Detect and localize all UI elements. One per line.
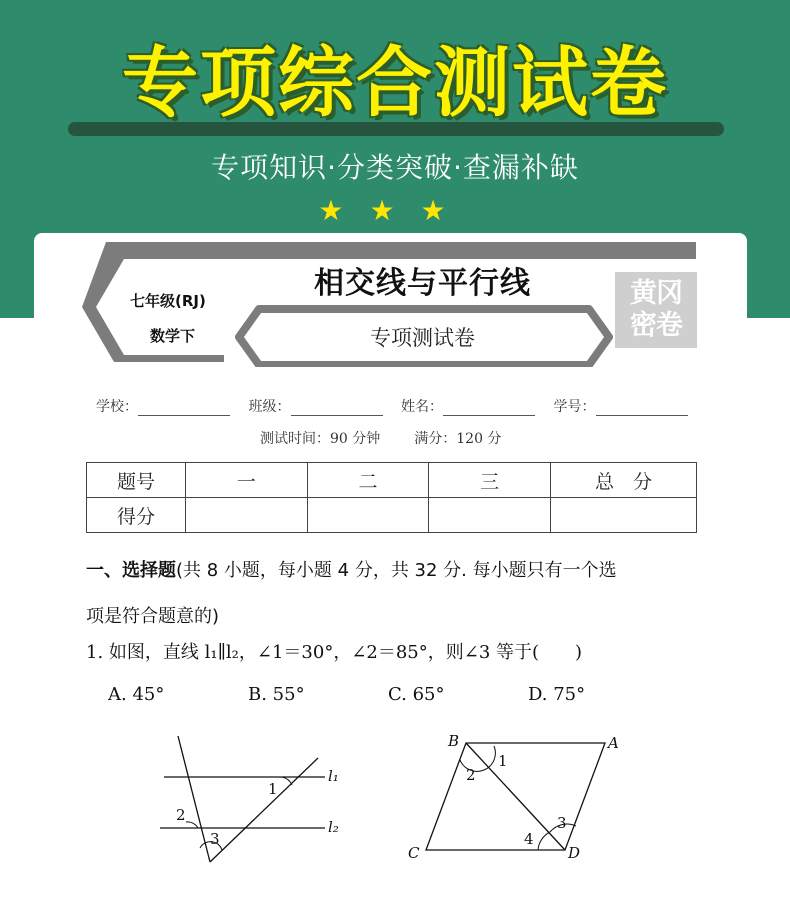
angle-2-label: 2 xyxy=(176,806,186,824)
document-title: 相交线与平行线 xyxy=(314,266,531,301)
angle-3-label: 3 xyxy=(557,814,567,832)
document-subtitle: 专项测试卷 xyxy=(370,326,475,350)
section-heading xyxy=(86,548,706,640)
vertex-c-label: C xyxy=(408,844,420,862)
table-cell: 二 xyxy=(307,463,429,498)
table-row xyxy=(87,498,697,533)
angle-4-label: 4 xyxy=(524,830,534,848)
banner-subtitle: 专项知识·分类突破·查漏补缺 xyxy=(211,151,579,184)
publisher-logo xyxy=(615,272,697,348)
subject-label: 数学下 xyxy=(150,327,196,345)
option-a[interactable]: A. 45° xyxy=(108,684,165,705)
section-desc-1: (共 8 小题，每小题 4 分，共 32 分. 每小题只有一个选 xyxy=(176,560,617,581)
full-score: 满分：120 分 xyxy=(414,431,502,447)
parallel-lines-figure xyxy=(150,728,370,868)
name-label: 姓名： xyxy=(401,399,443,415)
table-cell: 得分 xyxy=(87,498,186,533)
school-field[interactable] xyxy=(96,396,249,416)
class-label: 班级： xyxy=(248,399,291,415)
score-table xyxy=(86,462,697,533)
score-input-cell[interactable] xyxy=(307,498,429,533)
option-d[interactable]: D. 75° xyxy=(528,684,586,705)
logo-line2: 密卷 xyxy=(630,310,682,341)
vertex-d-label: D xyxy=(568,844,581,862)
option-b[interactable]: B. 55° xyxy=(248,684,305,705)
question-1-stem: 1. 如图，直线 l₁∥l₂，∠1＝30°，∠2＝85°，则∠3 等于( ) xyxy=(86,642,583,663)
angle-3-label: 3 xyxy=(210,830,220,848)
class-field[interactable] xyxy=(249,396,402,416)
table-row xyxy=(87,463,697,498)
question-1-options xyxy=(108,684,668,705)
student-info-row xyxy=(96,396,706,416)
score-input-cell[interactable] xyxy=(186,498,308,533)
section-desc-2: 项是符合题意的) xyxy=(86,606,220,627)
student-id-field[interactable] xyxy=(554,396,707,416)
logo-line1: 黄冈 xyxy=(630,278,682,309)
angle-1-label: 1 xyxy=(268,780,278,798)
parallelogram-figure xyxy=(400,728,640,868)
angle-2-label: 2 xyxy=(466,766,476,784)
star-icons: ★★★ xyxy=(318,194,472,227)
banner-title: 专项综合测试卷 xyxy=(122,38,668,127)
name-field[interactable] xyxy=(401,396,554,416)
score-input-cell[interactable] xyxy=(429,498,551,533)
vertex-b-label: B xyxy=(448,732,460,750)
vertex-a-label: A xyxy=(608,734,619,752)
angle-1-label: 1 xyxy=(498,752,508,770)
table-cell: 一 xyxy=(186,463,308,498)
exam-time: 测试时间：90 分钟 xyxy=(260,431,381,447)
school-label: 学校： xyxy=(96,399,138,415)
option-c[interactable]: C. 65° xyxy=(388,684,445,705)
table-cell: 三 xyxy=(429,463,551,498)
exam-meta xyxy=(260,428,501,448)
table-cell: 总 分 xyxy=(551,463,697,498)
score-input-cell[interactable] xyxy=(551,498,697,533)
table-cell: 题号 xyxy=(87,463,186,498)
line-l2-label: l₂ xyxy=(328,818,339,836)
line-l1-label: l₁ xyxy=(328,767,339,785)
grade-label: 七年级(RJ) xyxy=(130,292,206,310)
student-id-label: 学号： xyxy=(553,399,596,415)
section-title: 一、选择题 xyxy=(86,560,176,581)
